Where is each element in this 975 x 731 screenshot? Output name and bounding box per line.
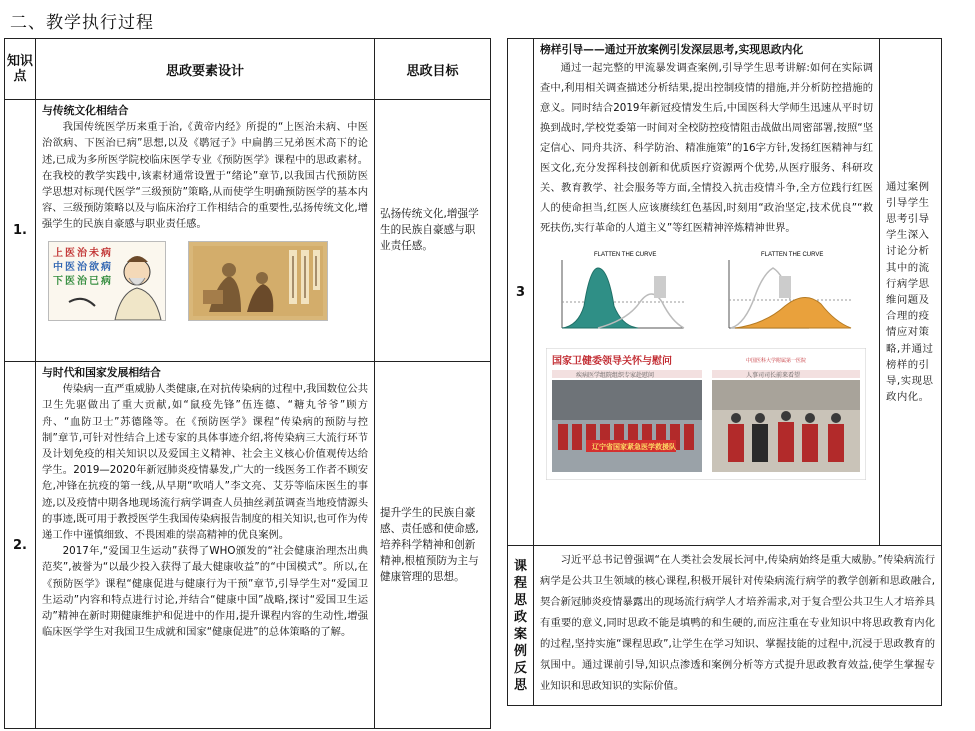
header-knowledge-point: 知识点 bbox=[5, 39, 36, 100]
photo-collage bbox=[546, 348, 866, 480]
goal-cell: 提升学生的民族自豪感、责任感和使命感,培养科学精神和创新精神,根植预防为主与健康管理的思想。 bbox=[375, 362, 491, 729]
svg-text:医: 医 bbox=[65, 275, 75, 287]
reflection-paragraph: 习近平总书记曾强调“在人类社会发展长河中,传染病始终是重大威胁。”传染病流行病学是公共卫生领域的核心课程,积极开展针对传染病流行病学的教学创新和思政融合,契合新冠肺炎疫情暴露出的现场流行病学人才培养需求,对于复合型公共卫生人才培养具有重要的意义,同时思政不能是填鸭的和生硬的,而应注重在专业知识中将思政教育内化的过程,坚持实施“课程思政”,让学生在学习知识、掌握技能的过程中,沉浸于思政教育的氛围中。通过课前引导,知识点渗透和案例分析等方式提升思政教育效益,使学生掌握专业知识和思政知识的实际价值。 bbox=[540, 554, 935, 692]
svg-text:病: 病 bbox=[101, 275, 111, 287]
flatten-curve-charts bbox=[540, 246, 873, 336]
svg-text:治: 治 bbox=[77, 275, 87, 287]
reflection-cell bbox=[534, 546, 942, 706]
svg-text:已: 已 bbox=[89, 275, 99, 287]
row-number: 1. bbox=[5, 100, 36, 362]
svg-text:病: 病 bbox=[101, 247, 111, 259]
photo-title: 国家卫健委领导关怀与慰问 bbox=[552, 356, 672, 368]
goal-cell: 通过案例引导学生思考引导学生深入讨论分析其中的流行病学思维问题及合理的疫情应对策略,并通过榜样的引导,实现思政内化。 bbox=[880, 39, 942, 546]
photo-caption-left: 疾病医学组院组织专家赴慰问 bbox=[576, 372, 655, 380]
design-cell bbox=[534, 39, 880, 546]
svg-text:中: 中 bbox=[53, 261, 63, 273]
svg-text:医: 医 bbox=[65, 247, 75, 259]
goal-cell: 弘扬传统文化,增强学生的民族自豪感与职业责任感。 bbox=[375, 100, 491, 362]
illustration-row bbox=[48, 241, 368, 321]
header-goal: 思政目标 bbox=[375, 39, 491, 100]
design-heading: 与时代和国家发展相结合 bbox=[42, 366, 161, 379]
svg-text:欲: 欲 bbox=[89, 261, 99, 273]
table-row bbox=[508, 546, 942, 706]
svg-text:未: 未 bbox=[89, 247, 99, 259]
header-design: 思政要素设计 bbox=[36, 39, 375, 100]
table-header-row bbox=[5, 39, 491, 100]
svg-text:医: 医 bbox=[65, 261, 75, 273]
svg-text:下: 下 bbox=[53, 275, 63, 287]
chart-label: FLATTEN THE CURVE bbox=[760, 252, 824, 259]
design-paragraph: 2017年,“爱国卫生运动”获得了WHO颁发的“社会健康治理杰出典范奖”,被誉为“以最少投入获得了最大健康收益”的“中国模式”。所以,在《预防医学》课程“健康促进与健康行为干预”章节,引导学生对“爱国卫生运动”内容和特点进行讨论,并结合“健康中国”战略,探讨“爱国卫生运动”精神在新时期健康维护和促进中的作用,提升课程内容的生动性,增强临床医学学生对我国卫生成就和国家“健康促进”的总体策略的了解。 bbox=[42, 545, 368, 639]
design-heading: 榜样引导——通过开放案例引发深层思考,实现思政内化 bbox=[540, 43, 804, 56]
design-cell bbox=[36, 362, 375, 729]
ancient-painting-image bbox=[188, 241, 328, 321]
table-row bbox=[5, 362, 491, 729]
cartoon-doctor-image bbox=[48, 241, 166, 321]
design-heading: 与传统文化相结合 bbox=[42, 104, 129, 117]
design-cell bbox=[36, 100, 375, 362]
design-paragraph: 传染病一直严重威胁人类健康,在对抗传染病的过程中,我国数位公共卫生先驱做出了重大贡献,如“鼠疫先锋”伍连德、“糖丸爷爷”顾方舟、“血防卫士”苏德隆等。在《预防医学》课程“传染病的预防与控制”章节,可针对性结合上述专家的具体事迹介绍,将传染病三大流行环节及计划免疫的相关知识以及爱国主义精神、社会主义核心价值观传达给学生。2019—2020年新冠肺炎疫情暴发,广大的一线医务工作者不顾安危,冲锋在抗疫的第一线,从早期“吹哨人”李文亮、艾芬等临床医生的事迹,以及疫情中期各地现场流行病学调查人员抽丝剥茧调查当地疫情源头的事迹,既可用于教授医学生我国传染病报告制度的相关知识,也可作为传递工作中谨慎细致、不畏困难的崇高精神的优良案例。 bbox=[42, 383, 368, 542]
reflection-label: 课程思政案例反思 bbox=[508, 546, 534, 706]
chart-label: FLATTEN THE CURVE bbox=[594, 252, 657, 259]
svg-text:治: 治 bbox=[77, 261, 87, 273]
photo-caption-right: 人事司司长前来看望 bbox=[746, 372, 801, 380]
photo-banner: 辽宁省国家紧急医学救援队 bbox=[592, 443, 676, 452]
svg-text:上: 上 bbox=[53, 247, 63, 259]
svg-text:病: 病 bbox=[101, 261, 111, 273]
flatten-curve-chart-orange bbox=[725, 246, 855, 336]
flatten-curve-chart-teal bbox=[558, 246, 688, 336]
design-paragraph: 通过一起完整的甲流暴发调查案例,引导学生思考讲解:如何在实际调查中,利用相关调查描述分析结果,提出控制疫情的措施,并分析防控措施的意义。同时结合2019年新冠疫情发生后,中国医科大学师生迅速从平时切换到战时,学校党委第一时间对全校防控疫情阻击战做出周密部署,按照“坚定信心、同舟共济、科学防治、精准施策”的16字方针,发扬红医精神与红医文化,充分发挥科技创新和优质医疗资源两个优势,从医疗服务、科研攻关、教育教学、社会服务等方面,全情投入抗击疫情斗争,全方位践行红医人的使命担当,红医人应该赓续红色基因,时刻用“政治坚定,技术优良”“救死扶伤,实行革命的人道主义”等红医精神淬炼精神世界。 bbox=[540, 62, 873, 235]
row-number: 2. bbox=[5, 362, 36, 729]
svg-text:治: 治 bbox=[77, 247, 87, 259]
table-row bbox=[508, 39, 942, 546]
photo-logo: 中国医科大学附属第一医院 bbox=[746, 358, 807, 365]
left-table bbox=[4, 38, 491, 729]
design-paragraph: 我国传统医学历来重于治,《黄帝内经》所提的“上医治未病、中医治欲病、下医治已病”思想,以及《鹖冠子》中扁鹊三兄弟医术高下的论述,已成为多所医学院校临床医学专业《预防医学》课程中的思政素材。在我校的教学实践中,该素材通常设置于“绪论”章节,以我国古代预防医学思想对标现代医学“三级预防”策略,从而使学生明确预防医学的基本内容、三级预防策略以及与临床治疗工作相结合的重要性,弘扬传统文化,增强学生的民族自豪感与职业责任感。 bbox=[42, 121, 368, 231]
section-title: 二、教学执行过程 bbox=[10, 13, 154, 33]
right-table bbox=[507, 38, 942, 706]
table-row bbox=[5, 100, 491, 362]
row-number: 3 bbox=[508, 39, 534, 546]
